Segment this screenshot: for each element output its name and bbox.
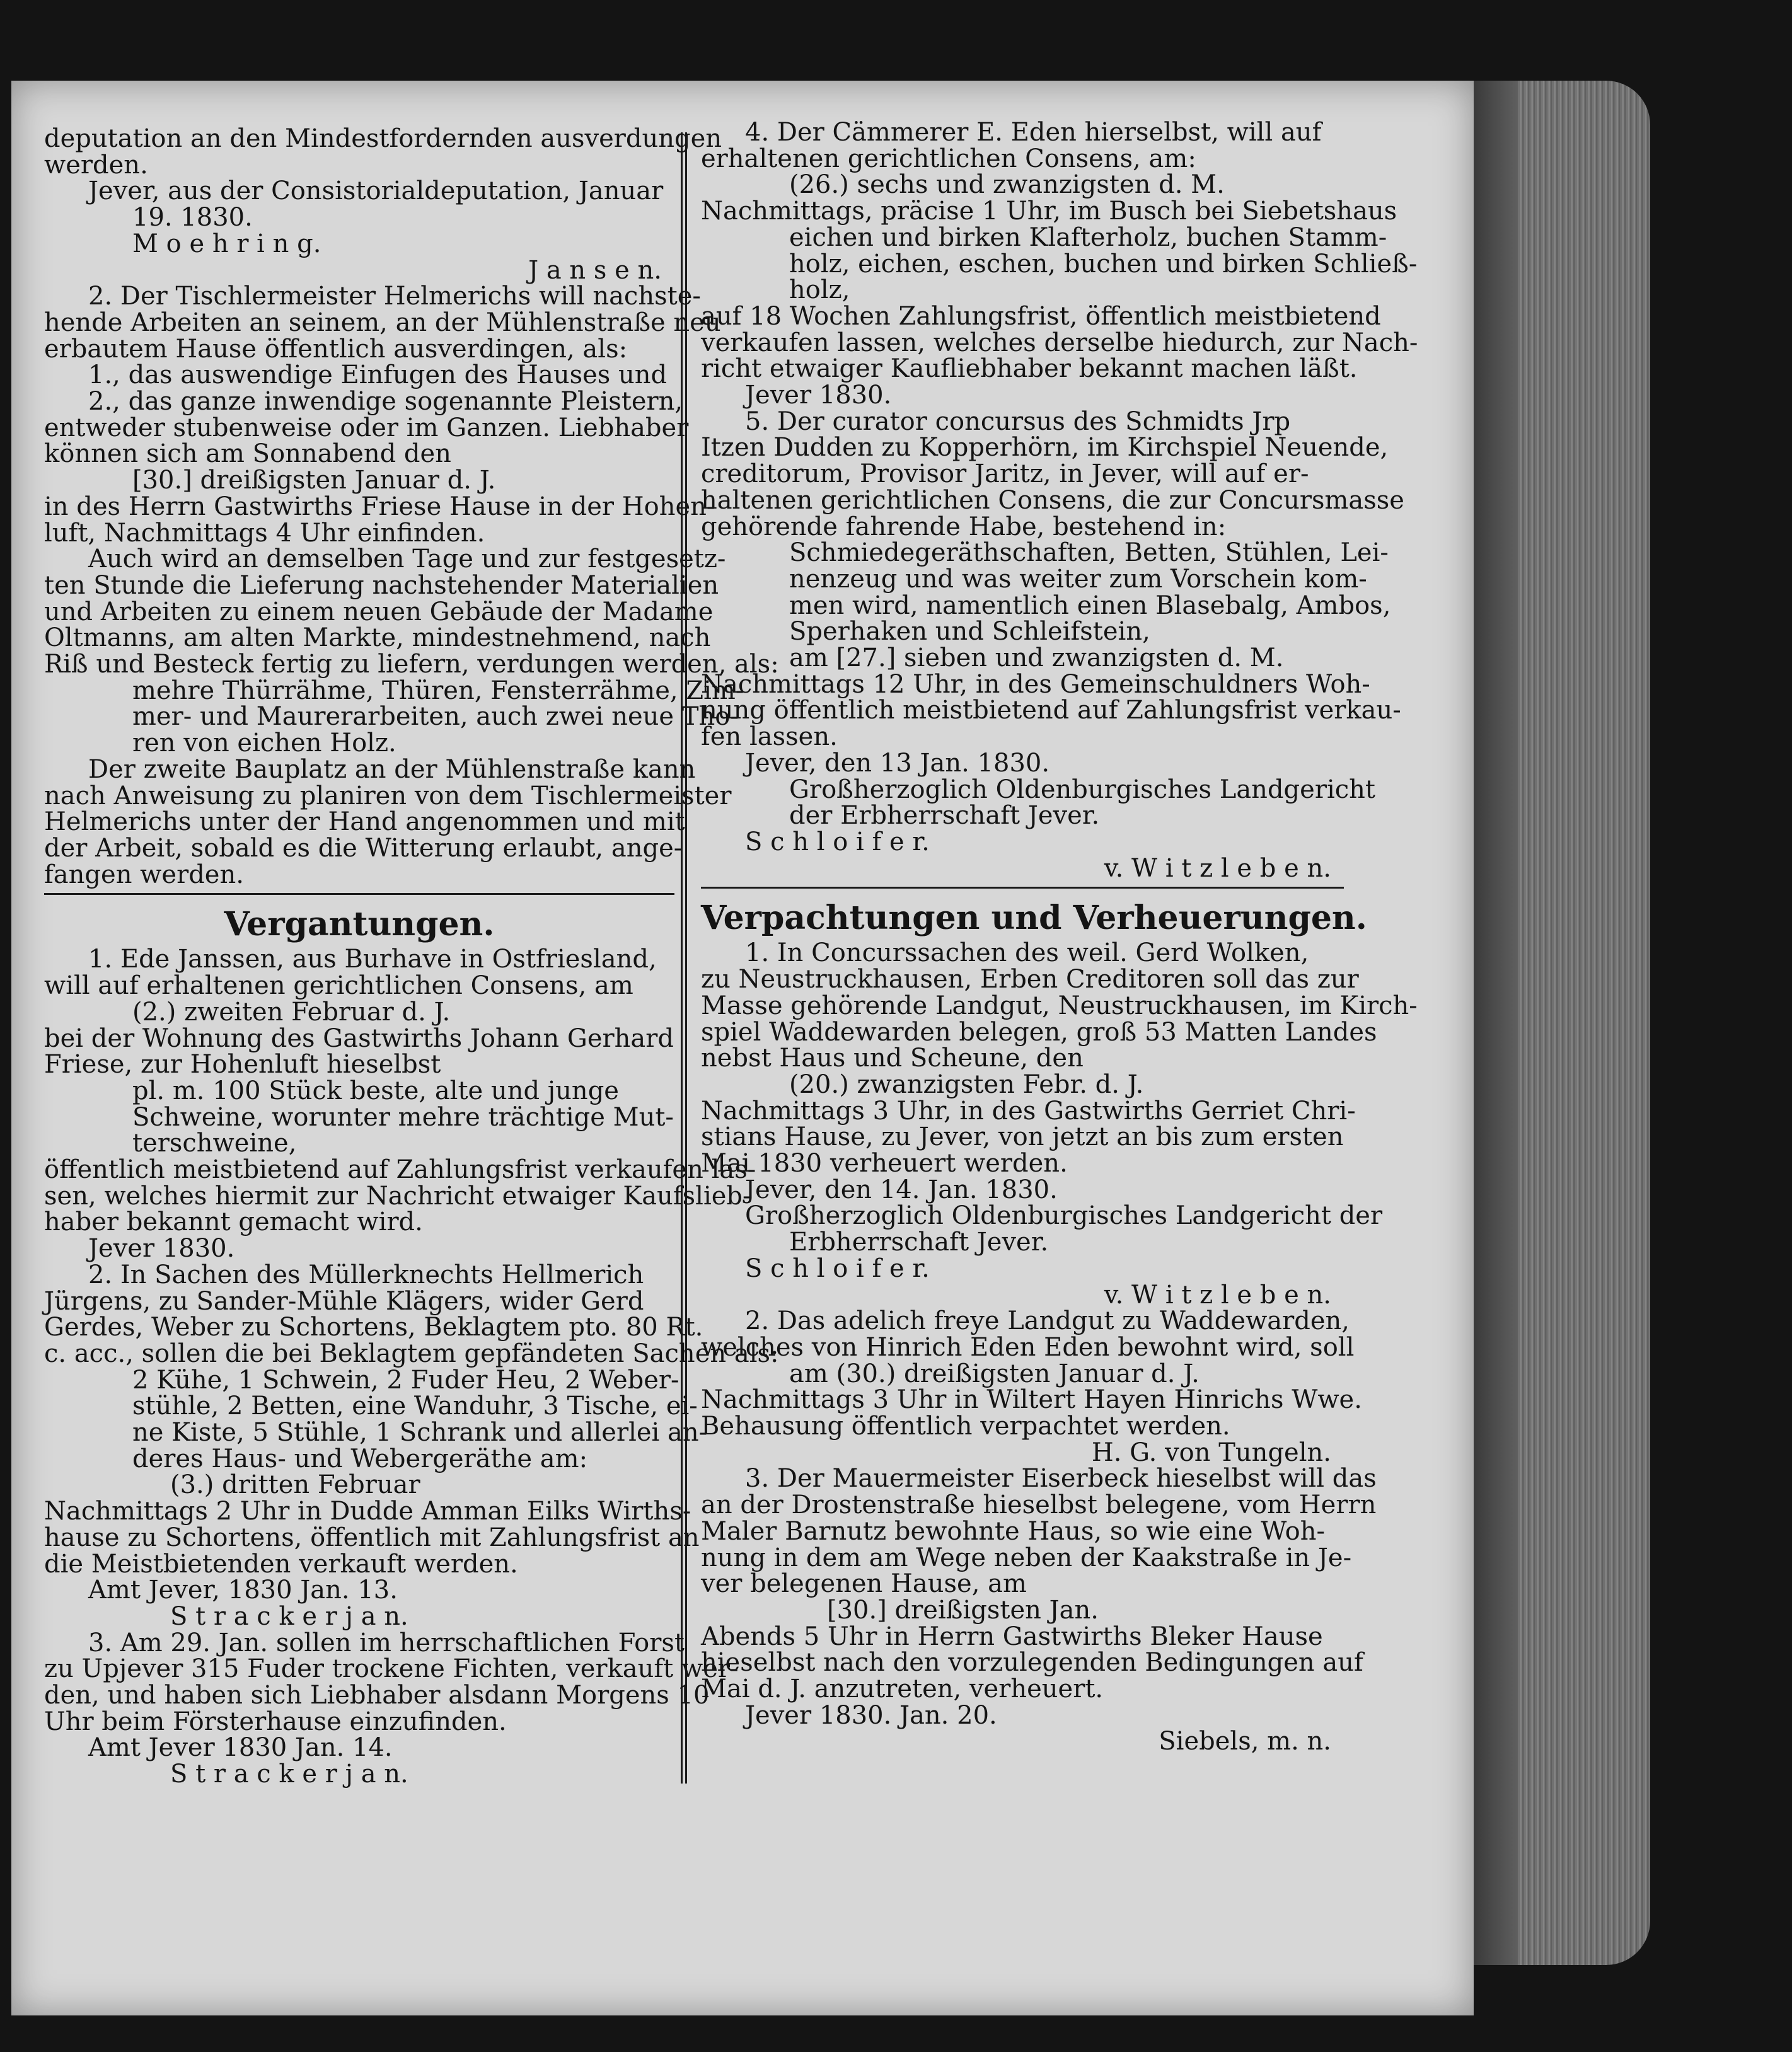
text-line: spiel Waddewarden belegen, groß 53 Matten Landes: [701, 1017, 1377, 1047]
text-line: hause zu Schortens, öffentlich mit Zahlungsfrist an: [44, 1523, 700, 1552]
text-line: creditorum, Provisor Jaritz, in Jever, will auf er-: [701, 459, 1309, 489]
text-line: 3. Am 29. Jan. sollen im herrschaftlichen Forst: [88, 1628, 685, 1657]
text-line: Jever 1830.: [88, 1234, 235, 1264]
text-line: am [27.] sieben und zwanzigsten d. M.: [789, 643, 1284, 673]
text-line: 1. In Concurssachen des weil. Gerd Wolken,: [745, 938, 1309, 968]
text-line: Nachmittags 12 Uhr, in des Gemeinschuldners Woh-: [701, 669, 1370, 699]
text-line: [30.] dreißigsten Januar d. J.: [132, 466, 496, 495]
text-line: 1., das auswendige Einfugen des Hauses und: [88, 360, 668, 390]
text-line: zu Upjever 315 Fuder trockene Fichten, verkauft wer-: [44, 1654, 739, 1684]
right-section-heading: Verpachtungen und Verheuerungen.: [701, 899, 1367, 938]
text-line: gehörende fahrende Habe, bestehend in:: [701, 512, 1227, 541]
text-line: (2.) zweiten Februar d. J.: [132, 997, 451, 1027]
text-line: holz,: [789, 275, 850, 305]
text-line: J a n s e n.: [528, 255, 662, 285]
text-line: Uhr beim Försterhause einzufinden.: [44, 1707, 507, 1736]
text-line: Nachmittags 3 Uhr in Wiltert Hayen Hinrichs Wwe.: [701, 1385, 1362, 1415]
left-section-rule: [44, 893, 674, 895]
text-line: 2. In Sachen des Müllerknechts Hellmerich: [88, 1260, 644, 1289]
text-line: haber bekannt gemacht wird.: [44, 1208, 423, 1237]
text-line: 2., das ganze inwendige sogenannte Pleistern,: [88, 387, 683, 417]
text-line: haltenen gerichtlichen Consens, die zur Concursmasse: [701, 485, 1404, 515]
text-line: v. W i t z l e b e n.: [1104, 1280, 1331, 1310]
text-line: fangen werden.: [44, 860, 244, 889]
text-line: M o e h r i n g.: [132, 229, 321, 258]
text-line: Jever 1830. Jan. 20.: [745, 1700, 997, 1730]
text-line: S c h l o i f e r.: [745, 1254, 930, 1283]
text-line: ne Kiste, 5 Stühle, 1 Schrank und allerlei an-: [132, 1418, 708, 1448]
text-line: 19. 1830.: [132, 203, 253, 233]
text-line: entweder stubenweise oder im Ganzen. Liebhaber: [44, 413, 689, 442]
text-line: Auch wird an demselben Tage und zur festgesetz-: [88, 545, 726, 574]
text-line: 2. Der Tischlermeister Helmerichs will nachste-: [88, 282, 701, 311]
right-column: [701, 118, 1418, 1756]
text-line: Siebels, m. n.: [1159, 1727, 1331, 1756]
text-line: hende Arbeiten an seinem, an der Mühlenstraße neu: [44, 308, 721, 337]
text-line: luft, Nachmittags 4 Uhr einfinden.: [44, 518, 485, 548]
text-line: Behausung öffentlich verpachtet werden.: [701, 1412, 1230, 1441]
text-line: sen, welches hiermit zur Nachricht etwaiger Kaufslieb-: [44, 1181, 751, 1211]
text-line: am (30.) dreißigsten Januar d. J.: [789, 1359, 1199, 1388]
text-line: H. G. von Tungeln.: [1091, 1438, 1331, 1467]
text-line: Abends 5 Uhr in Herrn Gastwirths Bleker Hause: [701, 1622, 1323, 1651]
text-line: Helmerichs unter der Hand angenommen und mit: [44, 807, 685, 837]
text-line: hieselbst nach den vorzulegenden Bedingungen auf: [701, 1648, 1363, 1678]
text-line: 2. Das adelich freye Landgut zu Waddewarden,: [745, 1306, 1350, 1336]
text-line: Schweine, worunter mehre trächtige Mut-: [132, 1102, 674, 1132]
text-line: deputation an den Mindestfordernden ausverdungen: [44, 124, 722, 153]
text-line: deres Haus- und Webergeräthe am:: [132, 1444, 588, 1473]
text-line: den, und haben sich Liebhaber alsdann Morgens 10: [44, 1681, 710, 1710]
text-line: eichen und birken Klafterholz, buchen Stamm-: [789, 222, 1387, 252]
text-line: in des Herrn Gastwirths Friese Hause in der Hohen-: [44, 492, 715, 521]
text-line: nung öffentlich meistbietend auf Zahlungsfrist verkau-: [701, 696, 1401, 725]
text-line: Großherzoglich Oldenburgisches Landgericht der: [745, 1201, 1383, 1231]
text-line: verkaufen lassen, welches derselbe hiedurch, zur Nach-: [701, 328, 1418, 357]
text-line: richt etwaiger Kaufliebhaber bekannt machen läßt.: [701, 354, 1358, 384]
text-line: stians Hause, zu Jever, von jetzt an bis zum ersten: [701, 1122, 1344, 1152]
book-spine-shadow: [1474, 81, 1518, 1965]
text-line: auf 18 Wochen Zahlungsfrist, öffentlich meistbietend: [701, 301, 1381, 331]
text-line: Mai d. J. anzutreten, verheuert.: [701, 1674, 1104, 1704]
text-line: zu Neustruckhausen, Erben Creditoren soll das zur: [701, 965, 1359, 994]
text-line: an der Drostenstraße hieselbst belegene, vom Herrn: [701, 1490, 1377, 1520]
text-line: der Arbeit, sobald es die Witterung erlaubt, ange-: [44, 833, 683, 863]
text-line: bei der Wohnung des Gastwirths Johann Gerhard: [44, 1023, 674, 1053]
text-line: nach Anweisung zu planiren von dem Tischlermeister: [44, 781, 732, 810]
text-line: Jever, den 13 Jan. 1830.: [745, 748, 1050, 778]
text-line: können sich am Sonnabend den: [44, 439, 451, 469]
text-line: (3.) dritten Februar: [170, 1470, 420, 1500]
text-line: welches von Hinrich Eden Eden bewohnt wird, soll: [701, 1332, 1355, 1362]
text-line: Oltmanns, am alten Markte, mindestnehmend, nach: [44, 623, 711, 653]
left-bottom-text: [44, 945, 779, 1789]
text-line: die Meistbietenden verkauft werden.: [44, 1549, 518, 1579]
text-line: Jever 1830.: [745, 381, 892, 410]
text-line: c. acc., sollen die bei Beklagtem gepfändeten Sachen als:: [44, 1339, 779, 1368]
text-line: Maler Barnutz bewohnte Haus, so wie eine Woh-: [701, 1516, 1325, 1546]
text-line: erbautem Hause öffentlich ausverdingen, als:: [44, 334, 628, 364]
text-line: Nachmittags 2 Uhr in Dudde Amman Eilks Wirths-: [44, 1497, 691, 1526]
text-line: Mai 1830 verheuert werden.: [701, 1149, 1068, 1179]
text-line: 2 Kühe, 1 Schwein, 2 Fuder Heu, 2 Weber-: [132, 1365, 679, 1395]
left-section-heading: Vergantungen.: [224, 905, 495, 944]
text-line: Riß und Besteck fertig zu liefern, verdungen werden, als:: [44, 650, 779, 679]
text-line: (20.) zwanzigsten Febr. d. J.: [789, 1069, 1144, 1099]
text-line: Jürgens, zu Sander-Mühle Klägers, wider Gerd: [44, 1286, 644, 1316]
text-line: 4. Der Cämmerer E. Eden hierselbst, will auf: [745, 118, 1322, 147]
text-line: terschweine,: [132, 1129, 297, 1158]
text-line: nebst Haus und Scheune, den: [701, 1044, 1084, 1073]
text-line: nung in dem am Wege neben der Kaakstraße in Je-: [701, 1543, 1352, 1572]
text-line: fen lassen.: [701, 722, 838, 752]
text-line: will auf erhaltenen gerichtlichen Consens, am: [44, 971, 633, 1001]
text-line: stühle, 2 Betten, eine Wanduhr, 3 Tische, ei-: [132, 1392, 698, 1421]
text-line: Amt Jever 1830 Jan. 14.: [88, 1733, 393, 1763]
text-line: Gerdes, Weber zu Schortens, Beklagtem pto. 80 Rt.: [44, 1313, 703, 1342]
text-line: S t r a c k e r j a n.: [170, 1601, 408, 1631]
text-line: pl. m. 100 Stück beste, alte und junge: [132, 1076, 619, 1105]
text-line: ren von eichen Holz.: [132, 729, 396, 758]
text-line: mehre Thürrähme, Thüren, Fensterrähme, Zim-: [132, 676, 744, 705]
text-line: (26.) sechs und zwanzigsten d. M.: [789, 170, 1225, 200]
text-line: Großherzoglich Oldenburgisches Landgericht: [789, 775, 1375, 804]
text-line: Jever, den 14. Jan. 1830.: [745, 1175, 1058, 1204]
right-section-rule: [701, 887, 1344, 889]
text-line: Masse gehörende Landgut, Neustruckhausen, im Kirch-: [701, 991, 1418, 1020]
text-line: Der zweite Bauplatz an der Mühlenstraße kann: [88, 754, 696, 784]
text-line: men wird, namentlich einen Blasebalg, Ambos,: [789, 591, 1391, 620]
text-line: Jever, aus der Consistorialdeputation, Januar: [88, 176, 664, 206]
text-line: Nachmittags 3 Uhr, in des Gastwirths Gerriet Chri-: [701, 1096, 1356, 1126]
text-line: mer- und Maurerarbeiten, auch zwei neue Tho-: [132, 702, 739, 732]
text-line: [30.] dreißigsten Jan.: [827, 1595, 1099, 1625]
text-line: S t r a c k e r j a n.: [170, 1760, 408, 1789]
text-line: v. W i t z l e b e n.: [1104, 853, 1331, 883]
text-line: holz, eichen, eschen, buchen und birken Schließ-: [789, 249, 1418, 279]
text-line: und Arbeiten zu einem neuen Gebäude der Madame: [44, 597, 714, 626]
text-line: 1. Ede Janssen, aus Burhave in Ostfriesland,: [88, 945, 657, 974]
text-line: Nachmittags, präcise 1 Uhr, im Busch bei Siebetshaus: [701, 197, 1397, 226]
text-line: Erbherrschaft Jever.: [789, 1228, 1049, 1257]
text-line: erhaltenen gerichtlichen Consens, am:: [701, 144, 1196, 173]
right-bottom-text: [701, 938, 1418, 1756]
text-line: 3. Der Mauermeister Eiserbeck hieselbst will das: [745, 1464, 1377, 1494]
text-line: ver belegenen Hause, am: [701, 1569, 1027, 1599]
text-line: ten Stunde die Lieferung nachstehender Materialien: [44, 570, 719, 600]
text-line: der Erbherrschaft Jever.: [789, 801, 1100, 831]
text-line: S c h l o i f e r.: [745, 827, 930, 856]
text-line: öffentlich meistbietend auf Zahlungsfrist verkaufen las-: [44, 1155, 756, 1185]
text-line: Schmiedegeräthschaften, Betten, Stühlen, Lei-: [789, 538, 1389, 568]
text-line: Friese, zur Hohenluft hieselbst: [44, 1050, 441, 1080]
right-top-text: [701, 118, 1418, 883]
text-line: Amt Jever, 1830 Jan. 13.: [88, 1576, 398, 1605]
text-line: Itzen Dudden zu Kopperhörn, im Kirchspiel Neuende,: [701, 433, 1389, 463]
text-line: 5. Der curator concursus des Schmidts Jrp: [745, 406, 1291, 436]
text-line: nenzeug und was weiter zum Vorschein kom-: [789, 564, 1367, 594]
left-column: [44, 124, 779, 1789]
text-line: werden.: [44, 150, 148, 180]
text-line: Sperhaken und Schleifstein,: [789, 617, 1150, 647]
